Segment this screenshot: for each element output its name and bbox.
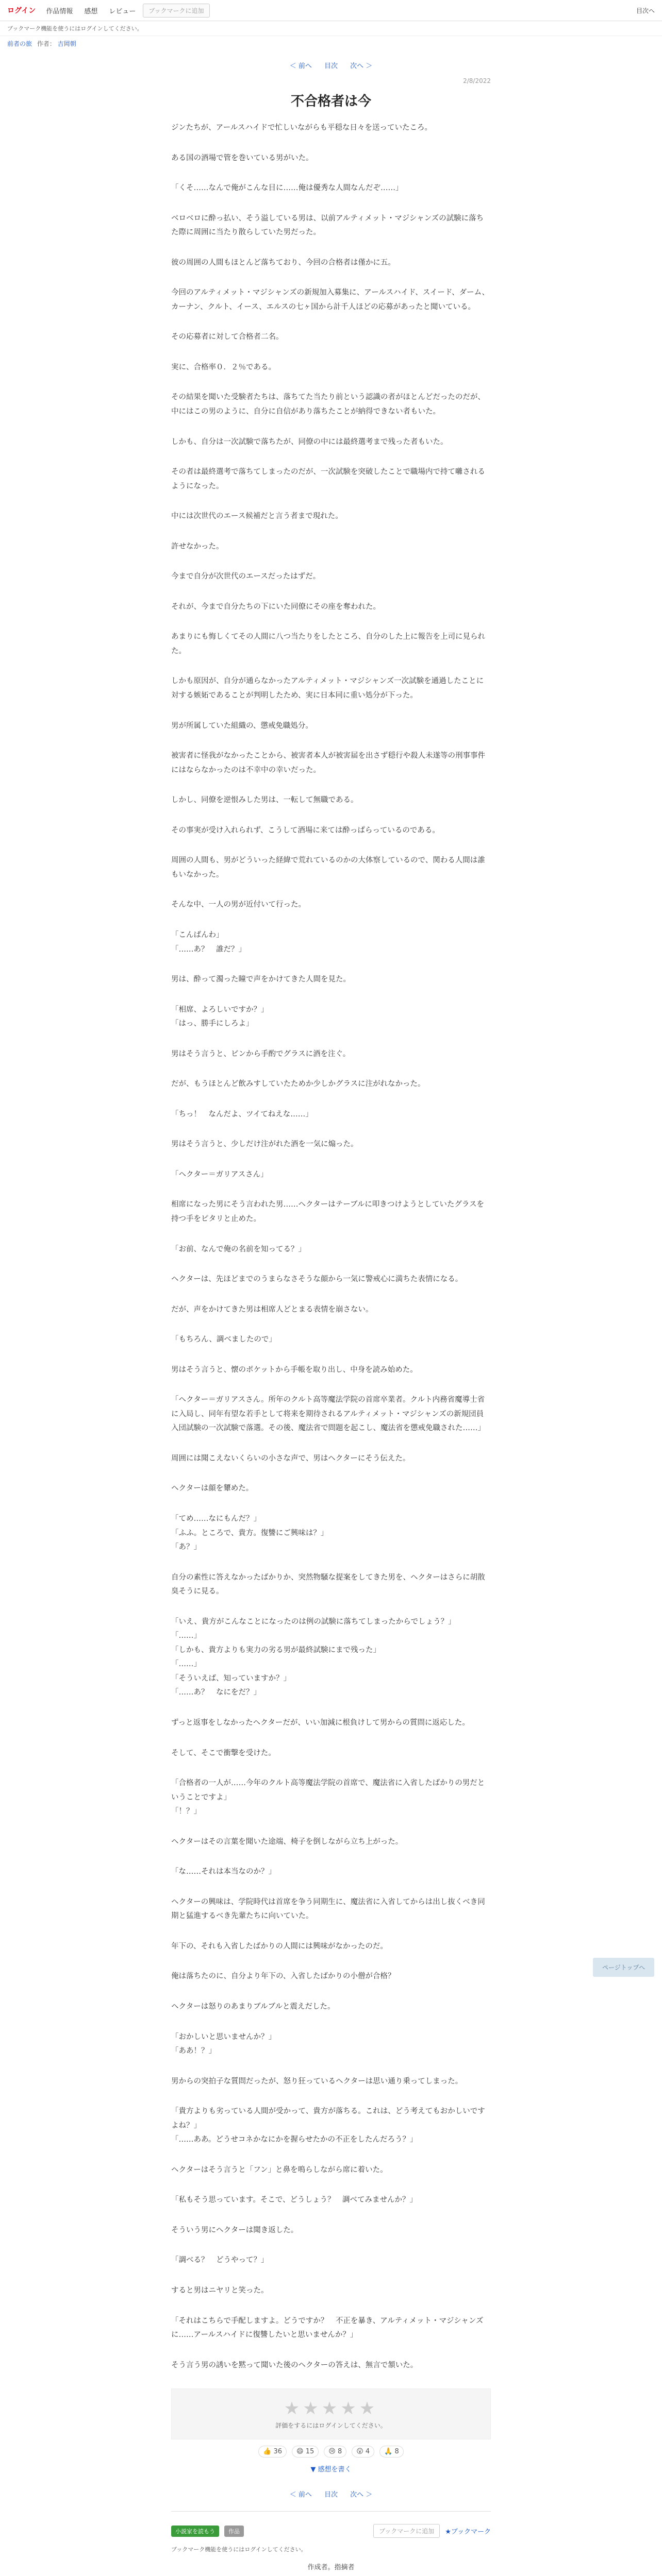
body-paragraph: ずっと返事をしなかったヘクターだが、いい加減に根負けして男からの質問に返応した。 xyxy=(171,1719,470,1727)
body-paragraph: 俺は落ちたのに、自分より年下の、入省したばかりの小僧が合格？ xyxy=(171,1972,395,1981)
rating-box xyxy=(171,2388,491,2439)
tag-gray[interactable]: 作品 xyxy=(224,2526,244,2537)
pager-top xyxy=(171,51,491,74)
body-paragraph: その者は最終選考で落ちてしまったのだが、一次試験を突破したことで職場内で持て囃されるようになった。 xyxy=(171,468,485,490)
nav-item-impressions[interactable]: 感想 xyxy=(84,7,98,15)
body-paragraph: 周囲には聞こえないくらいの小さな声で、男はヘクターにそう伝えた。 xyxy=(171,1454,410,1463)
author-label: 作者： xyxy=(37,40,56,47)
body-paragraph: 男からの突拍子な質問だったが、怒り狂っているヘクターは思い通り乗ってしまった。 xyxy=(171,2077,463,2086)
bookmark-star-link[interactable]: ★ブックマーク xyxy=(445,2528,491,2536)
toc-link[interactable]: 目次へ xyxy=(636,7,655,14)
toc-link-center[interactable]: 目次 xyxy=(324,62,338,70)
write-impression-link[interactable]: ▼ 感想を書く xyxy=(310,2466,352,2474)
body-paragraph: 被害者に怪我がなかったことから、被害者本人が被害届を出さず穏行や殺人未遂等の刑事事件にはならなかったのは不幸中の幸いだった。 xyxy=(171,752,485,774)
body-paragraph: 「相席、よろしいですか？」 「はっ、勝手にしろよ」 xyxy=(171,1005,269,1028)
body-paragraph: だが、もうほとんど飲みすしていたためか少しかグラスに注がれなかった。 xyxy=(171,1080,425,1089)
body-paragraph: 「いえ、貴方がこんなことになったのは例の試験に落ちてしまったからでしょう？」 「……」 「しかも、貴方よりも実力の劣る男が最終試験にまで残った」 「……」 「そういえば、知っていますか？」 「……あ？ なにをだ？」 xyxy=(171,1617,456,1697)
body-paragraph: ヘクターは顔を顰めた。 xyxy=(171,1484,254,1493)
body-paragraph: ベロベロに酔っ払い、そう溢している男は、以前アルティメット・マジシャンズの試験に落ちた際に周囲に当たり散らしていた男だった。 xyxy=(171,214,484,237)
body-paragraph: 男はそう言うと、懐のポケットから手帳を取り出し、中身を読み始めた。 xyxy=(171,1365,418,1374)
body-paragraph: 今まで自分が次世代のエースだったはずだ。 xyxy=(171,572,321,581)
body-paragraph: 許せなかった。 xyxy=(171,542,224,551)
body-paragraph: 「もちろん、調べましたので」 xyxy=(171,1335,276,1344)
body-paragraph: それが、今まで自分たちの下にいた同僚にその座を奪われた。 xyxy=(171,602,380,611)
body-paragraph: しかし、同僚を逆恨みした男は、一転して無職である。 xyxy=(171,796,358,805)
body-paragraph: 「おかしいと思いませんか？」 「ああ！？」 xyxy=(171,2032,276,2056)
chapter-number: 2/8/2022 xyxy=(463,77,491,84)
body-paragraph: その結果を聞いた受験者たちは、落ちてた当たり前という認識の者がほとんどだったのだが、中にはこの男のように、自分に自信があり落ちたことが納得できない者もいた。 xyxy=(171,393,485,416)
body-paragraph: そう言う男の誘いを黙って聞いた後のヘクターの答えは、無言で頷いた。 xyxy=(171,2361,418,2369)
rating-stars[interactable]: ★★★★★ xyxy=(284,2398,378,2419)
body-paragraph: ヘクターはその言葉を聞いた途端、椅子を倒しながら立ち上がった。 xyxy=(171,1837,403,1846)
bottom-bar-right xyxy=(373,2524,491,2538)
reaction-smile[interactable]: 😄 15 xyxy=(292,2446,319,2458)
body-paragraph: 「お前、なんで俺の名前を知ってる？」 xyxy=(171,1245,306,1253)
body-paragraph: ジンたちが、アールスハイドで忙しいながらも平穏な日々を送っていたころ。 xyxy=(171,124,432,132)
login-link[interactable]: ログイン xyxy=(7,7,36,15)
body-paragraph: ヘクターの興味は、学院時代は首席を争う同期生に、魔法省に入省してからは出し抜くべき同期と猛進するべき先輩たちに向いていた。 xyxy=(171,1897,485,1921)
body-paragraph: 男はそう言うと、ビンから手酌でグラスに酒を注ぐ。 xyxy=(171,1049,351,1058)
body-paragraph: 相席になった男にそう言われた男……ヘクターはテーブルに叩きつけようとしていたグラスを持つ手をピタリと止めた。 xyxy=(171,1200,484,1223)
body-paragraph: そんな中、一人の男が近付いて行った。 xyxy=(171,901,306,909)
body-paragraph: 自分の素性に答えなかったばかりか、突然物騒な提案をしてきた男を、ヘクターはさらに胡散臭そうに見る。 xyxy=(171,1573,485,1596)
body-paragraph: ヘクターは、先ほどまでのうまらなさそうな顔から一気に警戒心に満ちた表情になる。 xyxy=(171,1275,463,1284)
body-paragraph: 「こんばんわ」 「……あ？ 誰だ？」 xyxy=(171,930,246,954)
chapter-title: 不合格者は今 xyxy=(290,94,371,109)
author-link[interactable]: 吉岡朝 xyxy=(57,40,76,47)
divider xyxy=(171,2511,491,2512)
body-paragraph: 「それはこちらで手配しますよ。どうですか？ 不正を暴き、アルティメット・マジシャンズに……アールスハイドに復讐したいと思いませんか？」 xyxy=(171,2316,484,2340)
author-note: 作成者。指摘者 xyxy=(307,2564,355,2572)
prev-link-bottom[interactable]: ＜ 前へ xyxy=(289,2491,312,2499)
body-paragraph: あまりにも悔しくてその人間に八つ当たりをしたところ、自分のした上に報告を上司に見られた。 xyxy=(171,633,485,655)
toc-link-bottom[interactable]: 目次 xyxy=(324,2491,338,2499)
series-link[interactable]: 前者の旅 xyxy=(7,40,32,47)
body-paragraph: 年下の、それも入省したばかりの人間には興味がなかったのだ。 xyxy=(171,1942,388,1951)
body-paragraph: 「貴方よりも劣っている人間が受かって、貴方が落ちる。これは、どう考えてもおかしいですよね？」 「……ああ。どうせコネかなにかを握らせたかの不正をしたんだろう？」 xyxy=(171,2107,485,2144)
body-paragraph: 「私もそう思っています。そこで、どうしょう？ 調べてみませんか？」 xyxy=(171,2196,418,2205)
nav-item-info[interactable]: 作品情報 xyxy=(46,7,73,15)
reaction-thanks[interactable]: 🙏 8 xyxy=(379,2446,404,2458)
body-paragraph: ヘクターは怒りのあまりブルブルと震えだした。 xyxy=(171,2003,335,2011)
body-paragraph: 周囲の人間も、男がどういった経緯で荒れているのかの大体察しているので、関わる人間は誰もいなかった。 xyxy=(171,856,485,879)
body-paragraph: だが、声をかけてきた男は相席人どとまる表情を崩さない。 xyxy=(171,1305,373,1314)
bookmark-notice-bottom: ブックマーク機能を使うにはログインしてください。 xyxy=(171,2546,307,2553)
bookmark-add-button-bottom[interactable]: ブックマークに追加 xyxy=(373,2524,440,2538)
body-paragraph: 「くそ……なんで俺がこんな目に……俺は優秀な人間なんだぞ……」 xyxy=(171,184,403,193)
body-paragraph: 今回のアルティメット・マジシャンズの新規加入募集に、アールスハイド、スイード、ダーム、カーナン、クルト、イース、エルスの七ヶ国から計千人ほどの応募があったと聞いている。 xyxy=(171,289,490,311)
body-paragraph: 「な……それは本当なのか？」 xyxy=(171,1868,276,1876)
next-link-bottom[interactable]: 次へ ＞ xyxy=(350,2491,373,2499)
prev-link[interactable]: ＜ 前へ xyxy=(289,62,312,70)
rating-note: 評価をするにはログインしてください。 xyxy=(275,2422,387,2430)
reaction-bar xyxy=(171,2446,491,2458)
breadcrumb xyxy=(0,36,662,51)
body-paragraph: そして、そこで衝撃を受けた。 xyxy=(171,1749,276,1757)
body-paragraph: 中には次世代のエース候補だと言う者まで現れた。 xyxy=(171,512,343,521)
body-paragraph: 「合格者の一人が……今年のクルト高等魔法学院の首席で、魔法省に入省したばかりの男だということですよ」 「！？」 xyxy=(171,1779,485,1816)
body-paragraph: しかも、自分は一次試験で落ちたが、同僚の中には最終選考まで残った者もいた。 xyxy=(171,437,448,446)
top-bar xyxy=(0,0,662,21)
pager-bottom xyxy=(171,2480,491,2503)
top-nav xyxy=(44,6,138,15)
bottom-bar xyxy=(171,2520,491,2542)
bookmark-notice: ブックマーク機能を使うにはログインしてください。 xyxy=(0,21,662,36)
body-paragraph: 「ヘクター＝ガリアスさん」 xyxy=(171,1170,268,1179)
body-paragraph: 「ヘクター＝ガリアスさん。所年のクルト高等魔法学院の首席卒業者。クルト内務省魔導士省に入局し、同年有望な若手として将来を期待されるアルティメット・マジシャンズの新規団員入団試験の一次試験で落選。その後、魔法省で問題を起こし、魔法省を懲戒免職された……」 xyxy=(171,1396,485,1433)
reaction-cry[interactable]: 😢 8 xyxy=(324,2446,346,2458)
body-paragraph: その事実が受け入れられず、こうして酒場に来ては酔っぱらっているのである。 xyxy=(171,826,440,835)
body-paragraph: ある国の酒場で管を巻いている男がいた。 xyxy=(171,154,313,162)
body-paragraph: 男は、酔って濁った瞳で声をかけてきた人間を見た。 xyxy=(171,975,351,984)
body-paragraph: すると男はニヤリと笑った。 xyxy=(171,2286,269,2295)
page-top-button[interactable]: ページトップへ xyxy=(593,1958,654,1977)
main-content xyxy=(171,51,491,2576)
chapter-body xyxy=(171,121,491,2372)
tag-green[interactable]: 小説家を読もう xyxy=(171,2526,219,2537)
body-paragraph: 男が所属していた組織の、懲戒免職処分。 xyxy=(171,721,313,730)
body-paragraph: しかも原因が、自分が通らなかったアルティメット・マジシャンズ一次試験を通過したことに対する嫉妬であることが判明したため、実に日本同に重い処分が下った。 xyxy=(171,677,484,700)
bookmark-add-button[interactable]: ブックマークに追加 xyxy=(143,4,209,18)
reaction-surprise[interactable]: 😮 4 xyxy=(352,2446,374,2458)
body-paragraph: 実に、合格率０．２％である。 xyxy=(171,363,276,371)
nav-item-review[interactable]: レビュー xyxy=(109,7,136,15)
body-paragraph: そういう男にヘクターは聞き返した。 xyxy=(171,2226,299,2234)
body-paragraph: 「ちっ！ なんだよ、ツイてねえな……」 xyxy=(171,1110,313,1118)
body-paragraph: その応募者に対して合格者二名。 xyxy=(171,333,284,342)
body-paragraph: 「てめ……なにもんだ？」 「ふふ。ところで、貴方。復讐にご興味は？」 「あ？」 xyxy=(171,1514,328,1552)
next-link[interactable]: 次へ ＞ xyxy=(350,62,373,70)
body-paragraph: 彼の周囲の人間もほとんど落ちており、今回の合格者は僅かに五。 xyxy=(171,258,395,267)
body-paragraph: ヘクターはそう言うと「フン」と鼻を鳴らしながら席に着いた。 xyxy=(171,2165,388,2174)
reaction-good[interactable]: 👍 36 xyxy=(258,2446,287,2458)
body-paragraph: 男はそう言うと、少しだけ注がれた酒を一気に煽った。 xyxy=(171,1140,358,1149)
body-paragraph: 「調べる？ どうやって？」 xyxy=(171,2256,269,2265)
